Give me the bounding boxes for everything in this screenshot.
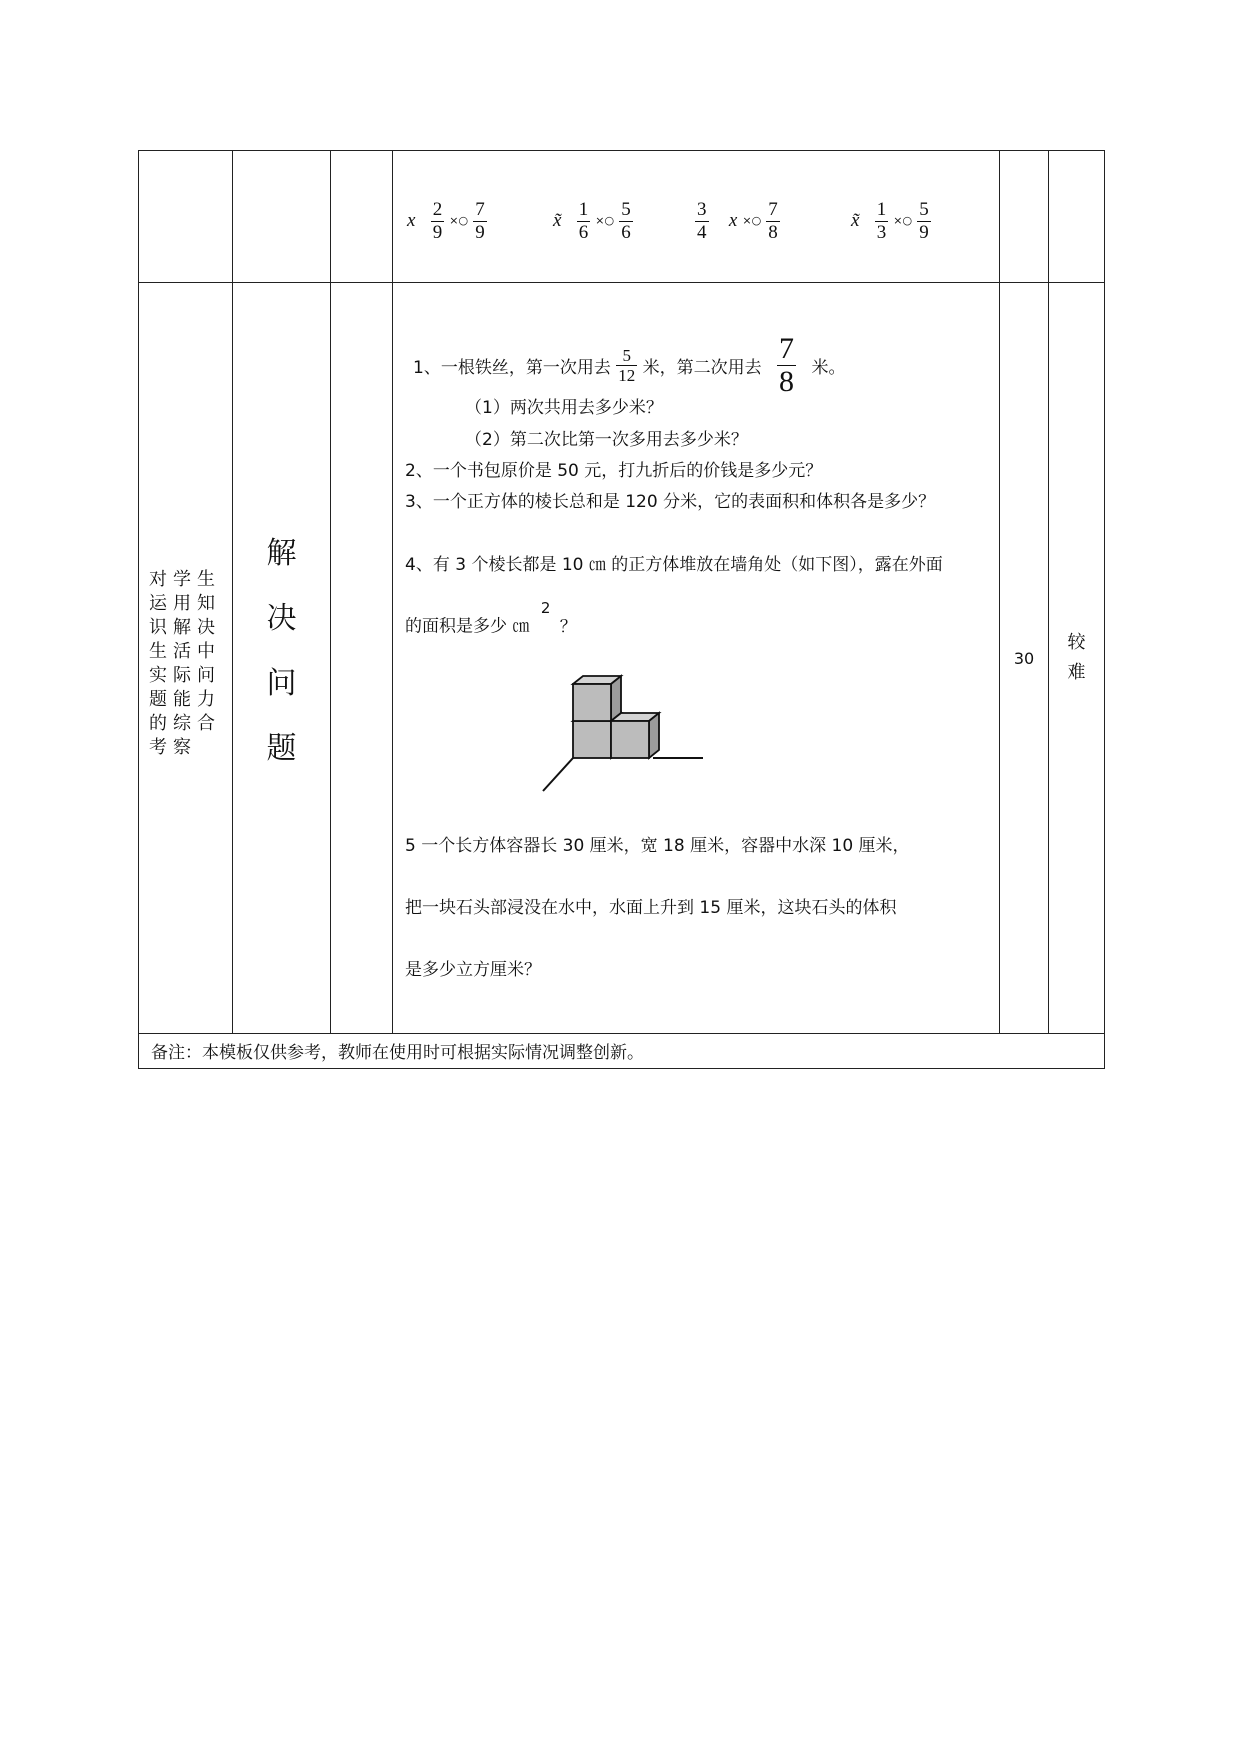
problem-text: 米。 bbox=[811, 358, 846, 378]
equation-4 bbox=[851, 199, 931, 244]
problem-4-line-1: 4、有 3 个棱长都是 10 ㎝ 的正方体堆放在墙角处（如下图），露在外面 bbox=[405, 555, 943, 575]
operator: ×○ bbox=[893, 214, 913, 227]
objective-line: 考察 bbox=[149, 737, 197, 758]
denominator: 12 bbox=[618, 366, 636, 385]
equation-3 bbox=[695, 199, 780, 244]
equations-cell bbox=[393, 151, 1000, 283]
problem-text: ？ bbox=[559, 616, 577, 637]
empty-cell bbox=[331, 151, 393, 283]
problem-2: 2、一个书包原价是 50 元，打九折后的价钱是多少元？ bbox=[405, 461, 823, 481]
score-cell bbox=[1000, 283, 1049, 1034]
cube-top bbox=[573, 676, 621, 721]
task-objective-cell bbox=[139, 283, 233, 1034]
denominator: 3 bbox=[876, 222, 887, 243]
problem-5-line-2: 把一块石头部浸没在水中，水面上升到 15 厘米，这块石头的体积 bbox=[405, 898, 897, 918]
equation-2 bbox=[553, 199, 633, 244]
operator: ×○ bbox=[595, 214, 615, 227]
sub-question-1: （1）两次共用去多少米？ bbox=[465, 398, 663, 418]
denominator: 6 bbox=[621, 222, 631, 243]
floor-edge-line bbox=[543, 758, 573, 791]
variable: x̃ bbox=[851, 210, 860, 231]
category-cell bbox=[233, 283, 331, 1034]
category-char: 解 bbox=[266, 536, 297, 571]
category-char: 题 bbox=[266, 731, 297, 766]
variable: x bbox=[407, 210, 416, 231]
objective-line: 题能力 bbox=[149, 689, 221, 710]
problem-text: 的面积是多少 ㎝ bbox=[405, 616, 530, 637]
denominator: 8 bbox=[768, 222, 778, 243]
problem-text: 1、一根铁丝，第一次用去 bbox=[413, 358, 611, 378]
exponent: 2 bbox=[540, 599, 551, 617]
numerator: 1 bbox=[578, 199, 589, 220]
problem-row bbox=[139, 283, 1105, 1034]
empty-cell bbox=[331, 283, 393, 1034]
empty-cell bbox=[233, 151, 331, 283]
problem-text: 米，第二次用去 bbox=[642, 358, 762, 378]
empty-cell bbox=[1049, 151, 1105, 283]
problem-4-line-2 bbox=[405, 599, 577, 637]
numerator: 5 bbox=[919, 199, 929, 220]
variable: x bbox=[728, 210, 738, 231]
numerator: 3 bbox=[697, 199, 707, 220]
cube-bottom-right bbox=[611, 713, 659, 758]
numerator: 7 bbox=[779, 332, 795, 365]
equation-row bbox=[139, 151, 1105, 283]
denominator: 9 bbox=[475, 222, 485, 243]
difficulty-char: 难 bbox=[1067, 662, 1086, 683]
difficulty-char: 较 bbox=[1067, 632, 1086, 653]
difficulty-cell bbox=[1049, 283, 1105, 1034]
numerator: 7 bbox=[768, 199, 778, 220]
cube-stack-figure bbox=[533, 658, 703, 793]
objective-line: 识解决 bbox=[149, 617, 221, 638]
objective-line: 运用知 bbox=[149, 593, 221, 614]
category-char: 决 bbox=[266, 601, 297, 636]
problems-cell bbox=[393, 283, 1000, 1034]
operator: ×○ bbox=[449, 214, 469, 227]
category-char: 问 bbox=[266, 666, 297, 701]
numerator: 2 bbox=[432, 199, 443, 220]
problem-5-line-3: 是多少立方厘米？ bbox=[405, 960, 541, 980]
variable: x̃ bbox=[553, 210, 562, 231]
empty-cell bbox=[139, 151, 233, 283]
numerator: 7 bbox=[475, 199, 485, 220]
objective-line: 的综合 bbox=[149, 713, 221, 734]
problem-1 bbox=[413, 333, 845, 398]
operator: ×○ bbox=[742, 214, 762, 227]
lesson-table bbox=[138, 150, 1105, 1069]
problem-3: 3、一个正方体的棱长总和是 120 分米，它的表面积和体积各是多少？ bbox=[405, 492, 936, 512]
problem-5-line-1: 5 一个长方体容器长 30 厘米，宽 18 厘米，容器中水深 10 厘米， bbox=[405, 836, 910, 856]
objective-line: 对学生 bbox=[149, 569, 221, 590]
score-value: 30 bbox=[1013, 648, 1035, 668]
denominator: 8 bbox=[779, 365, 795, 398]
objective-line: 实际问 bbox=[149, 665, 221, 686]
empty-cell bbox=[1000, 151, 1049, 283]
note-row bbox=[139, 1034, 1105, 1069]
denominator: 6 bbox=[578, 222, 589, 243]
denominator: 4 bbox=[697, 222, 707, 243]
numerator: 5 bbox=[621, 199, 631, 220]
numerator: 5 bbox=[616, 346, 637, 366]
denominator: 9 bbox=[919, 222, 929, 243]
sub-question-2: （2）第二次比第一次多用去多少米？ bbox=[465, 430, 748, 450]
numerator: 1 bbox=[876, 199, 887, 220]
objective-line: 生活中 bbox=[149, 641, 221, 662]
footnote: 备注：本模板仅供参考，教师在使用时可根据实际情况调整创新。 bbox=[139, 1034, 1105, 1069]
denominator: 9 bbox=[432, 222, 443, 243]
equation-1 bbox=[407, 199, 487, 244]
